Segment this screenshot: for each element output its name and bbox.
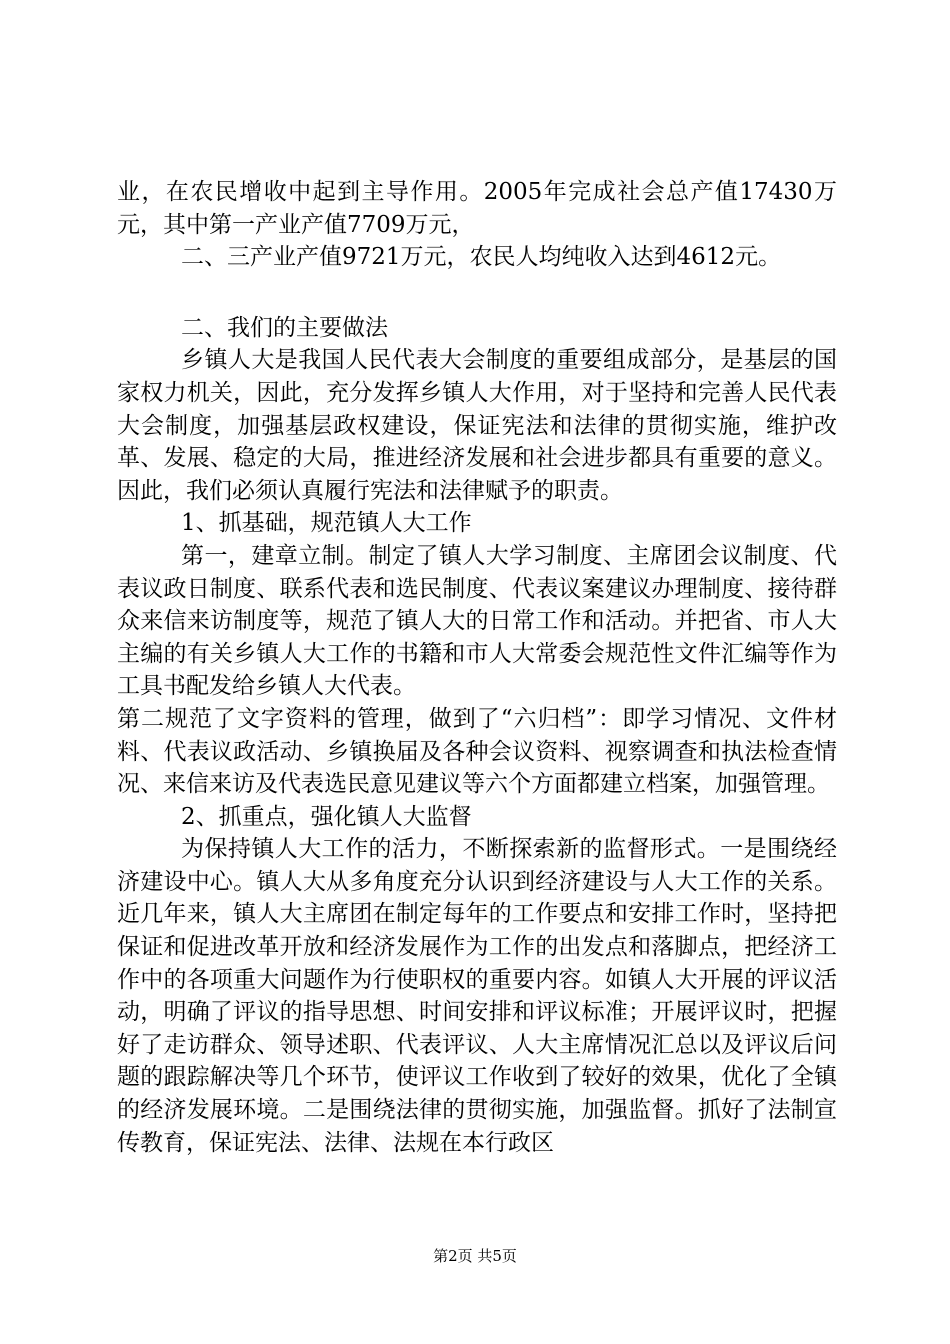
paragraph-archives: 第二规范了文字资料的管理，做到了“六归档”：即学习情况、文件材料、代表议政活动、乡镇换届及各种会议资料、视察调查和执法检查情况、来信来访及代表选民意见建议等六个方面都建立档案，加强管理。 [117, 705, 837, 798]
paragraph-supervision: 为保持镇人大工作的活力，不断探索新的监督形式。一是围绕经济建设中心。镇人大从多角度充分认识到经济建设与人大工作的关系。近几年来，镇人大主席团在制定每年的工作要点和安排工作时，坚持把保证和促进改革开放和经济发展作为工作的出发点和落脚点，把经济工作中的各项重大问题作为行使职权的重要内容。如镇人大开展的评议活动，明确了评议的指导思想、时间安排和评议标准；开展评议时，把握好了走访群众、领导述职、代表评议、人大主席情况汇总以及评议后问题的跟踪解决等几个环节，使评议工作收到了较好的效果，优化了全镇的经济发展环境。二是围绕法律的贯彻实施，加强监督。抓好了法制宣传教育，保证宪法、法律、法规在本行政区 [117, 836, 837, 1156]
page-footer: 第2页 共5页 [433, 1247, 517, 1265]
section-heading-main-practices: 二、我们的主要做法 [181, 314, 388, 341]
paragraph-intro: 乡镇人大是我国人民代表大会制度的重要组成部分，是基层的国家权力机关，因此，充分发挥乡镇人大作用，对于坚持和完善人民代表大会制度，加强基层政权建设，保证宪法和法律的贯彻实施，维护改革、发展、稳定的大局，推进经济发展和社会进步都具有重要的意义。因此，我们必须认真履行宪法和法律赋予的职责。 [117, 347, 837, 504]
subheading-foundation: 1、抓基础，规范镇人大工作 [181, 510, 472, 537]
paragraph-gap [117, 274, 837, 312]
paragraph-output-values: 二、三产业产值9721万元，农民人均纯收入达到4612元。 [181, 244, 782, 271]
document-body [117, 176, 837, 1159]
subheading-supervision: 2、抓重点，强化镇人大监督 [181, 803, 472, 830]
paragraph-rules: 第一，建章立制。制定了镇人大学习制度、主席团会议制度、代表议政日制度、联系代表和选民制度、代表议案建议办理制度、接待群众来信来访制度等，规范了镇人大的日常工作和活动。并把省、市人大主编的有关乡镇人大工作的书籍和市人大常委会规范性文件汇编等作为工具书配发给乡镇人大代表。 [117, 542, 837, 700]
paragraph-continuation: 业，在农民增收中起到主导作用。2005年完成社会总产值17430万元，其中第一产业产值7709万元， [117, 179, 837, 238]
